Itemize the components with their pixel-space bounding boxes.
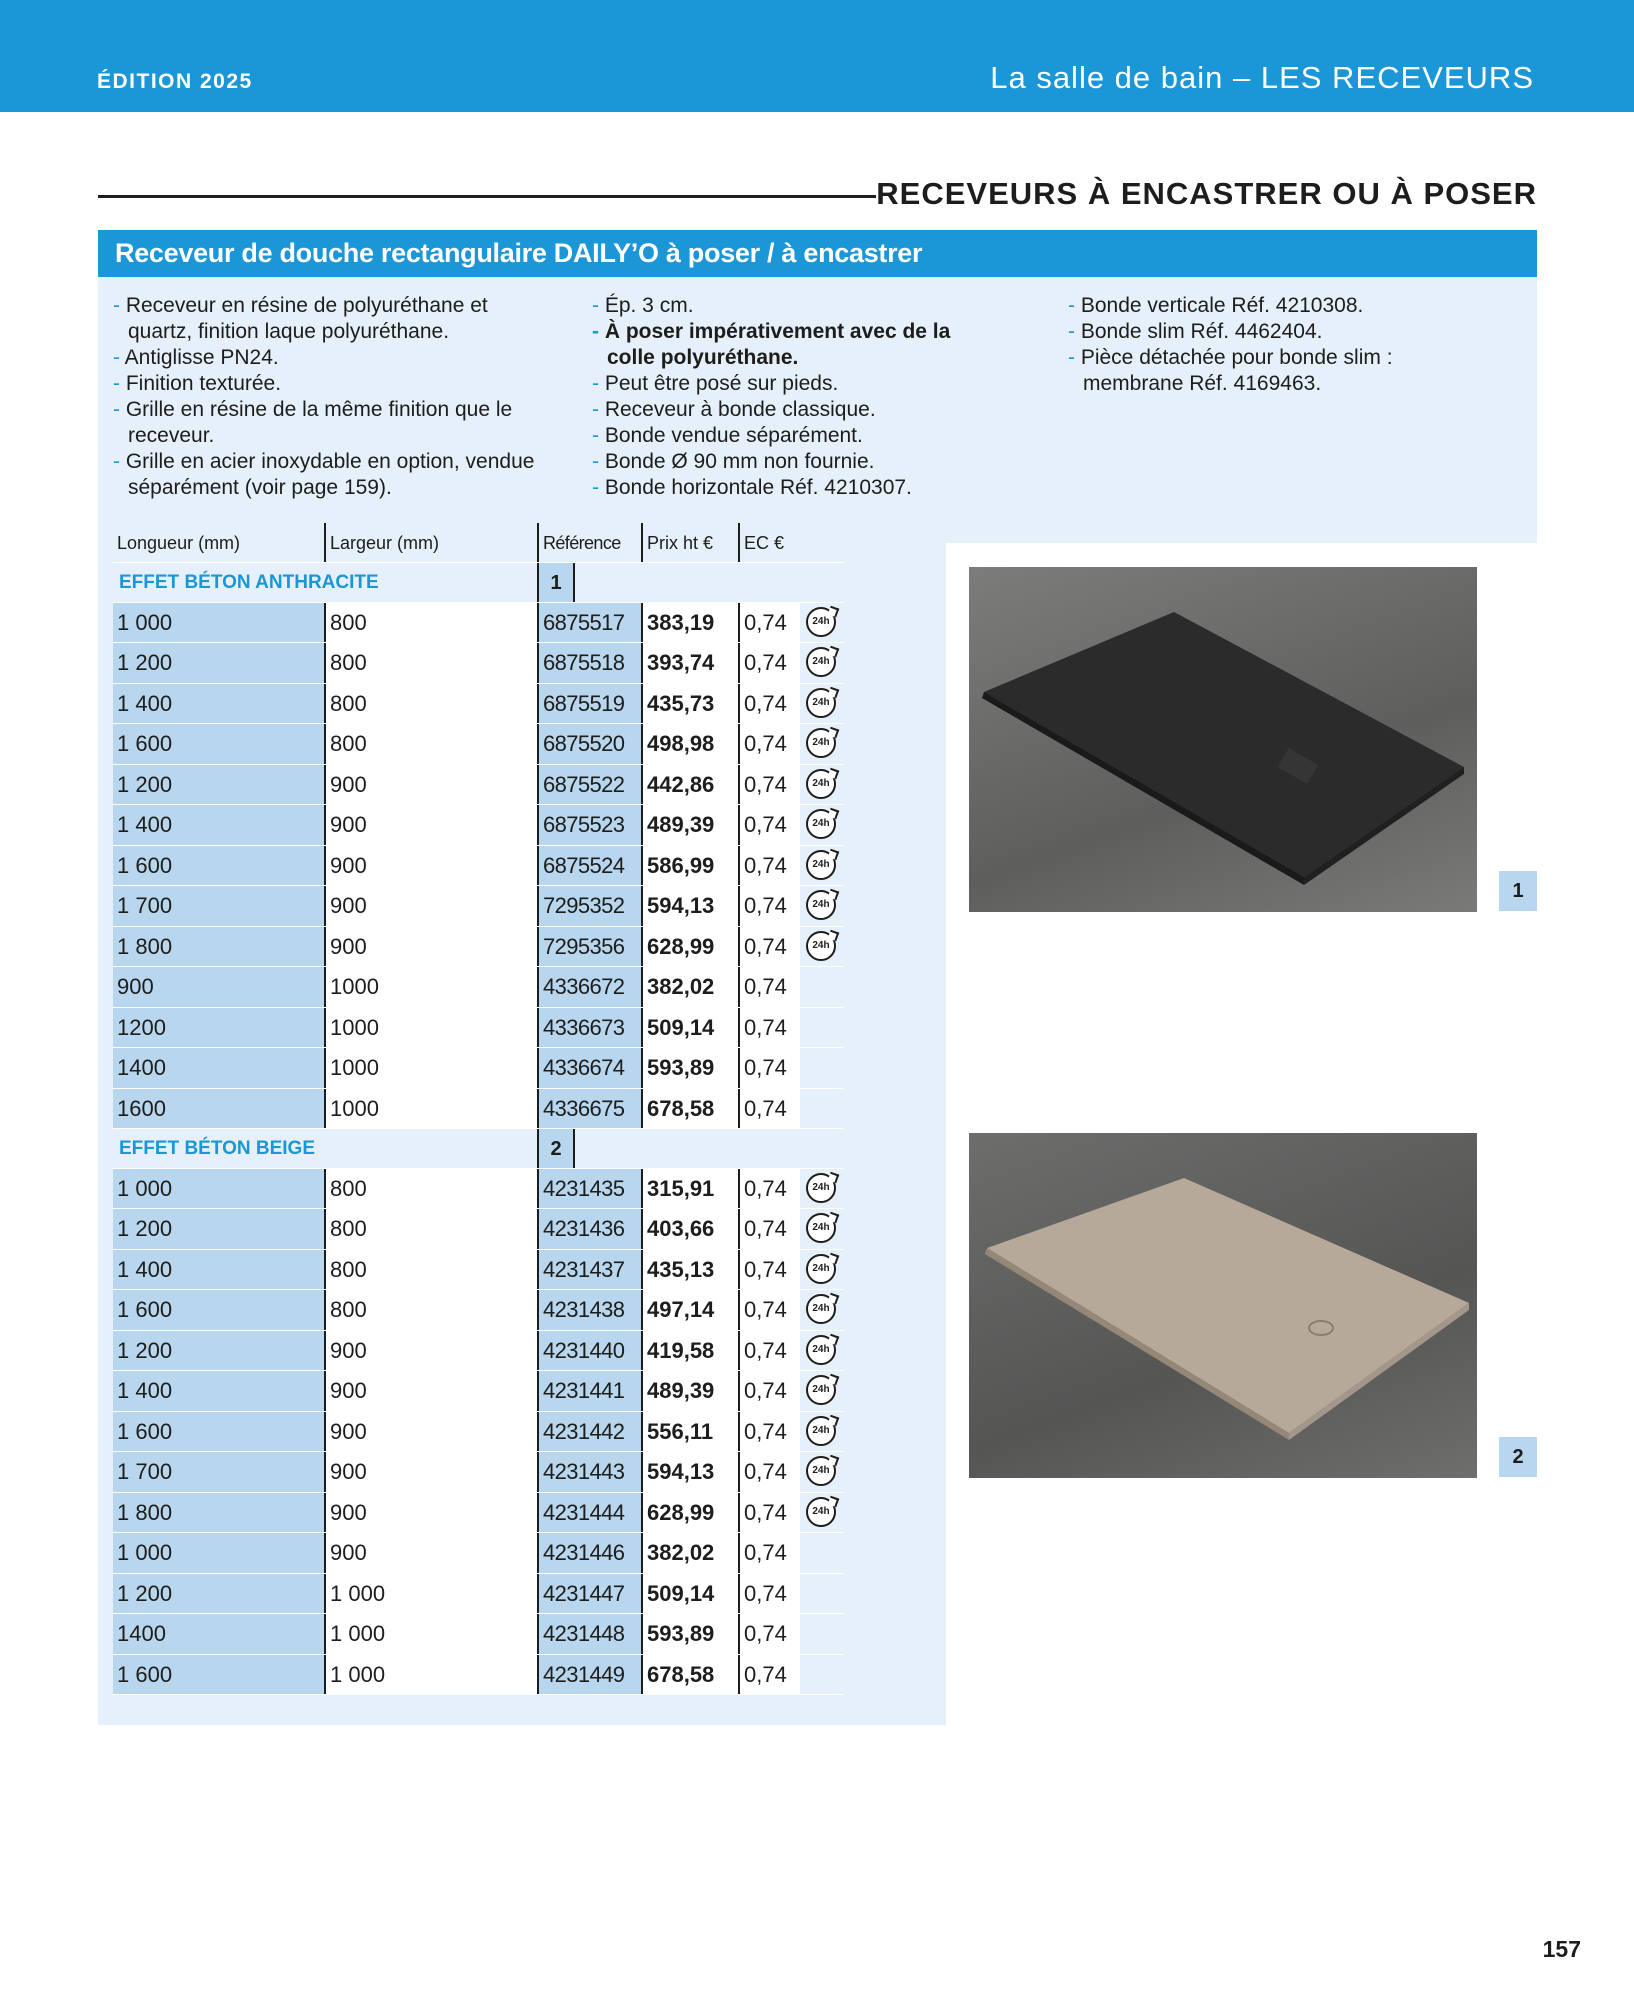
table-row xyxy=(113,1493,844,1533)
cell-prix: 586,99 xyxy=(643,846,740,885)
icon-cell xyxy=(800,1655,844,1694)
cell-largeur: 900 xyxy=(326,1412,539,1451)
table-row xyxy=(113,1209,844,1250)
page-heading: RECEVEURS À ENCASTRER OU À POSER xyxy=(876,176,1537,211)
price-table xyxy=(113,523,844,1695)
cell-reference: 4336673 xyxy=(539,1008,643,1047)
group-header-row xyxy=(113,1129,844,1169)
cell-ec: 0,74 xyxy=(740,886,800,926)
icon-cell xyxy=(800,603,844,642)
table-row xyxy=(113,1290,844,1331)
delivery-24h-icon: 24h xyxy=(806,1254,836,1284)
cell-prix: 442,86 xyxy=(643,765,740,804)
icon-cell xyxy=(800,846,844,885)
table-row xyxy=(113,724,844,765)
icon-cell xyxy=(800,1533,844,1573)
icon-cell xyxy=(800,1169,844,1208)
header-ec: EC € xyxy=(740,523,800,562)
table-row xyxy=(113,967,844,1008)
delivery-24h-icon: 24h xyxy=(806,1497,836,1527)
icon-cell xyxy=(800,1493,844,1532)
cell-reference: 4336674 xyxy=(539,1048,643,1088)
cell-ec: 0,74 xyxy=(740,1614,800,1654)
cell-longueur: 900 xyxy=(113,967,326,1007)
cell-largeur: 1 000 xyxy=(326,1655,539,1694)
delivery-24h-icon: 24h xyxy=(806,931,836,961)
cell-largeur: 900 xyxy=(326,765,539,804)
cell-ec: 0,74 xyxy=(740,1452,800,1492)
table-row xyxy=(113,765,844,805)
description-item: - Bonde verticale Réf. 4210308. xyxy=(1068,293,1468,319)
cell-reference: 6875520 xyxy=(539,724,643,764)
cell-reference: 4231441 xyxy=(539,1371,643,1411)
cell-longueur: 1 800 xyxy=(113,927,326,966)
cell-largeur: 1000 xyxy=(326,1048,539,1088)
edition-label: ÉDITION 2025 xyxy=(97,70,253,93)
cell-ec: 0,74 xyxy=(740,1371,800,1411)
cell-longueur: 1 700 xyxy=(113,1452,326,1492)
cell-largeur: 800 xyxy=(326,1209,539,1249)
cell-ec: 0,74 xyxy=(740,1533,800,1573)
cell-longueur: 1 600 xyxy=(113,1412,326,1451)
table-row xyxy=(113,846,844,886)
cell-prix: 403,66 xyxy=(643,1209,740,1249)
cell-reference: 6875523 xyxy=(539,805,643,845)
icon-cell xyxy=(800,805,844,845)
cell-reference: 7295356 xyxy=(539,927,643,966)
cell-ec: 0,74 xyxy=(740,1412,800,1451)
page-number: 157 xyxy=(1542,1936,1581,1962)
cell-ec: 0,74 xyxy=(740,1290,800,1330)
cell-prix: 435,13 xyxy=(643,1250,740,1289)
description-item: - Bonde slim Réf. 4462404. xyxy=(1068,319,1468,345)
cell-prix: 594,13 xyxy=(643,886,740,926)
cell-ec: 0,74 xyxy=(740,1331,800,1370)
table-row xyxy=(113,1412,844,1452)
icon-cell xyxy=(800,1209,844,1249)
cell-prix: 489,39 xyxy=(643,1371,740,1411)
cell-largeur: 800 xyxy=(326,1250,539,1289)
cell-ec: 0,74 xyxy=(740,1655,800,1694)
delivery-24h-icon: 24h xyxy=(806,647,836,677)
top-banner xyxy=(0,0,1634,112)
description-item: - Receveur à bonde classique. xyxy=(592,397,992,423)
delivery-24h-icon: 24h xyxy=(806,607,836,637)
anthracite-tray-drawing xyxy=(969,567,1477,912)
table-row xyxy=(113,643,844,684)
header-prix: Prix ht € xyxy=(643,523,740,562)
cell-prix: 383,19 xyxy=(643,603,740,642)
description-item: - Grille en résine de la même finition que le receveur. xyxy=(113,397,553,449)
table-row xyxy=(113,927,844,967)
cell-longueur: 1400 xyxy=(113,1614,326,1654)
cell-prix: 556,11 xyxy=(643,1412,740,1451)
cell-reference: 4336672 xyxy=(539,967,643,1007)
cell-largeur: 900 xyxy=(326,805,539,845)
icon-cell xyxy=(800,1412,844,1451)
cell-ec: 0,74 xyxy=(740,643,800,683)
cell-longueur: 1 600 xyxy=(113,724,326,764)
cell-reference: 4231436 xyxy=(539,1209,643,1249)
cell-longueur: 1 700 xyxy=(113,886,326,926)
cell-reference: 4231444 xyxy=(539,1493,643,1532)
cell-largeur: 900 xyxy=(326,1452,539,1492)
header-largeur: Largeur (mm) xyxy=(326,523,539,562)
cell-reference: 6875518 xyxy=(539,643,643,683)
icon-cell xyxy=(800,1371,844,1411)
description-item: - Ép. 3 cm. xyxy=(592,293,992,319)
cell-longueur: 1 400 xyxy=(113,1250,326,1289)
cell-longueur: 1600 xyxy=(113,1089,326,1128)
product-title: Receveur de douche rectangulaire DAILY’O à poser / à encastrer xyxy=(98,230,1537,277)
delivery-24h-icon: 24h xyxy=(806,1213,836,1243)
cell-largeur: 800 xyxy=(326,643,539,683)
cell-ec: 0,74 xyxy=(740,1008,800,1047)
cell-longueur: 1 000 xyxy=(113,1533,326,1573)
cell-largeur: 900 xyxy=(326,1493,539,1532)
cell-largeur: 800 xyxy=(326,1290,539,1330)
cell-largeur: 800 xyxy=(326,1169,539,1208)
table-row xyxy=(113,1371,844,1412)
table-row xyxy=(113,1574,844,1614)
cell-longueur: 1 400 xyxy=(113,805,326,845)
icon-cell xyxy=(800,724,844,764)
delivery-24h-icon: 24h xyxy=(806,1294,836,1324)
delivery-24h-icon: 24h xyxy=(806,890,836,920)
anthracite-shower-tray-photo xyxy=(969,567,1477,912)
cell-prix: 315,91 xyxy=(643,1169,740,1208)
table-row xyxy=(113,1533,844,1574)
cell-largeur: 900 xyxy=(326,846,539,885)
cell-largeur: 800 xyxy=(326,684,539,723)
cell-reference: 4231435 xyxy=(539,1169,643,1208)
cell-longueur: 1 600 xyxy=(113,1290,326,1330)
table-row xyxy=(113,1250,844,1290)
header-longueur: Longueur (mm) xyxy=(113,523,326,562)
table-row xyxy=(113,1048,844,1089)
cell-longueur: 1 200 xyxy=(113,643,326,683)
cell-ec: 0,74 xyxy=(740,1048,800,1088)
cell-reference: 4231448 xyxy=(539,1614,643,1654)
cell-longueur: 1 600 xyxy=(113,846,326,885)
cell-reference: 4231449 xyxy=(539,1655,643,1694)
icon-cell xyxy=(800,684,844,723)
cell-ec: 0,74 xyxy=(740,1089,800,1128)
icon-cell xyxy=(800,1574,844,1613)
icon-cell xyxy=(800,927,844,966)
cell-ec: 0,74 xyxy=(740,1493,800,1532)
cell-ec: 0,74 xyxy=(740,846,800,885)
cell-largeur: 1000 xyxy=(326,1089,539,1128)
cell-reference: 6875522 xyxy=(539,765,643,804)
description-col-3 xyxy=(1068,293,1468,397)
delivery-24h-icon: 24h xyxy=(806,1375,836,1405)
cell-reference: 6875524 xyxy=(539,846,643,885)
cell-longueur: 1200 xyxy=(113,1008,326,1047)
table-row xyxy=(113,1614,844,1655)
table-header-row xyxy=(113,523,844,563)
cell-prix: 419,58 xyxy=(643,1331,740,1370)
cell-prix: 489,39 xyxy=(643,805,740,845)
beige-tray-drawing xyxy=(969,1133,1477,1478)
cell-longueur: 1 200 xyxy=(113,1331,326,1370)
cell-reference: 4231438 xyxy=(539,1290,643,1330)
cell-largeur: 900 xyxy=(326,1371,539,1411)
icon-cell xyxy=(800,1048,844,1088)
cell-ec: 0,74 xyxy=(740,1169,800,1208)
image-badge-1: 1 xyxy=(1499,871,1537,911)
cell-longueur: 1 000 xyxy=(113,1169,326,1208)
description-item-important: - À poser impérativement avec de la colle polyuréthane. xyxy=(592,319,992,371)
cell-largeur: 900 xyxy=(326,1533,539,1573)
icon-cell xyxy=(800,1614,844,1654)
cell-prix: 593,89 xyxy=(643,1614,740,1654)
cell-largeur: 800 xyxy=(326,603,539,642)
cell-ec: 0,74 xyxy=(740,1209,800,1249)
cell-largeur: 800 xyxy=(326,724,539,764)
table-row xyxy=(113,1169,844,1209)
cell-longueur: 1 200 xyxy=(113,1209,326,1249)
table-row xyxy=(113,1452,844,1493)
cell-prix: 393,74 xyxy=(643,643,740,683)
header-reference: Référence xyxy=(539,523,643,562)
cell-prix: 678,58 xyxy=(643,1089,740,1128)
cell-prix: 628,99 xyxy=(643,927,740,966)
group-header-row xyxy=(113,563,844,603)
delivery-24h-icon: 24h xyxy=(806,850,836,880)
table-row xyxy=(113,603,844,643)
delivery-24h-icon: 24h xyxy=(806,809,836,839)
table-row xyxy=(113,1008,844,1048)
heading-rule xyxy=(98,195,876,198)
delivery-24h-icon: 24h xyxy=(806,769,836,799)
cell-ec: 0,74 xyxy=(740,765,800,804)
icon-cell xyxy=(800,1290,844,1330)
icon-cell xyxy=(800,1331,844,1370)
cell-ec: 0,74 xyxy=(740,1574,800,1613)
group-number: 2 xyxy=(539,1129,575,1168)
description-item: - Grille en acier inoxydable en option, vendue séparément (voir page 159). xyxy=(113,449,553,501)
icon-cell xyxy=(800,967,844,1007)
description-item: - Finition texturée. xyxy=(113,371,553,397)
cell-prix: 509,14 xyxy=(643,1574,740,1613)
cell-ec: 0,74 xyxy=(740,724,800,764)
cell-longueur: 1 800 xyxy=(113,1493,326,1532)
cell-largeur: 1000 xyxy=(326,1008,539,1047)
icon-cell xyxy=(800,1008,844,1047)
delivery-24h-icon: 24h xyxy=(806,1416,836,1446)
cell-longueur: 1 400 xyxy=(113,684,326,723)
cell-largeur: 1 000 xyxy=(326,1614,539,1654)
cell-reference: 6875517 xyxy=(539,603,643,642)
description-item: - Pièce détachée pour bonde slim : membrane Réf. 4169463. xyxy=(1068,345,1468,397)
table-row xyxy=(113,1089,844,1129)
cell-largeur: 900 xyxy=(326,927,539,966)
description-col-2 xyxy=(592,293,992,501)
cell-longueur: 1 000 xyxy=(113,603,326,642)
description-item: - Bonde Ø 90 mm non fournie. xyxy=(592,449,992,475)
cell-longueur: 1 600 xyxy=(113,1655,326,1694)
cell-reference: 4231440 xyxy=(539,1331,643,1370)
icon-cell xyxy=(800,643,844,683)
cell-ec: 0,74 xyxy=(740,1250,800,1289)
description-item: - Bonde horizontale Réf. 4210307. xyxy=(592,475,992,501)
delivery-24h-icon: 24h xyxy=(806,1173,836,1203)
cell-prix: 435,73 xyxy=(643,684,740,723)
cell-longueur: 1 200 xyxy=(113,765,326,804)
cell-largeur: 1 000 xyxy=(326,1574,539,1613)
table-row xyxy=(113,684,844,724)
group-label: EFFET BÉTON BEIGE xyxy=(113,1129,539,1168)
cell-longueur: 1400 xyxy=(113,1048,326,1088)
cell-prix: 678,58 xyxy=(643,1655,740,1694)
cell-reference: 7295352 xyxy=(539,886,643,926)
cell-longueur: 1 200 xyxy=(113,1574,326,1613)
cell-prix: 594,13 xyxy=(643,1452,740,1492)
cell-reference: 6875519 xyxy=(539,684,643,723)
cell-reference: 4231437 xyxy=(539,1250,643,1289)
cell-reference: 4231447 xyxy=(539,1574,643,1613)
table-row xyxy=(113,1655,844,1695)
description-item: - Peut être posé sur pieds. xyxy=(592,371,992,397)
icon-cell xyxy=(800,1452,844,1492)
cell-largeur: 900 xyxy=(326,1331,539,1370)
cell-ec: 0,74 xyxy=(740,967,800,1007)
cell-ec: 0,74 xyxy=(740,684,800,723)
cell-prix: 498,98 xyxy=(643,724,740,764)
description-col-1 xyxy=(113,293,553,501)
icon-cell xyxy=(800,765,844,804)
cell-prix: 497,14 xyxy=(643,1290,740,1330)
cell-largeur: 900 xyxy=(326,886,539,926)
cell-reference: 4336675 xyxy=(539,1089,643,1128)
cell-ec: 0,74 xyxy=(740,927,800,966)
cell-prix: 509,14 xyxy=(643,1008,740,1047)
delivery-24h-icon: 24h xyxy=(806,1456,836,1486)
cell-ec: 0,74 xyxy=(740,805,800,845)
cell-reference: 4231443 xyxy=(539,1452,643,1492)
description-item: - Receveur en résine de polyuréthane et quartz, finition laque polyuréthane. xyxy=(113,293,553,345)
beige-shower-tray-photo xyxy=(969,1133,1477,1478)
delivery-24h-icon: 24h xyxy=(806,1335,836,1365)
cell-prix: 593,89 xyxy=(643,1048,740,1088)
cell-ec: 0,74 xyxy=(740,603,800,642)
image-badge-2: 2 xyxy=(1499,1437,1537,1477)
cell-prix: 382,02 xyxy=(643,967,740,1007)
icon-cell xyxy=(800,886,844,926)
description-item: - Bonde vendue séparément. xyxy=(592,423,992,449)
table-row xyxy=(113,805,844,846)
cell-reference: 4231446 xyxy=(539,1533,643,1573)
cell-longueur: 1 400 xyxy=(113,1371,326,1411)
group-number: 1 xyxy=(539,563,575,602)
cell-reference: 4231442 xyxy=(539,1412,643,1451)
icon-cell xyxy=(800,1089,844,1128)
description-item: - Antiglisse PN24. xyxy=(113,345,553,371)
cell-largeur: 1000 xyxy=(326,967,539,1007)
group-label: EFFET BÉTON ANTHRACITE xyxy=(113,563,539,602)
delivery-24h-icon: 24h xyxy=(806,728,836,758)
table-row xyxy=(113,1331,844,1371)
section-title: La salle de bain – LES RECEVEURS xyxy=(990,60,1534,95)
icon-cell xyxy=(800,1250,844,1289)
delivery-24h-icon: 24h xyxy=(806,688,836,718)
table-row xyxy=(113,886,844,927)
cell-prix: 628,99 xyxy=(643,1493,740,1532)
cell-prix: 382,02 xyxy=(643,1533,740,1573)
